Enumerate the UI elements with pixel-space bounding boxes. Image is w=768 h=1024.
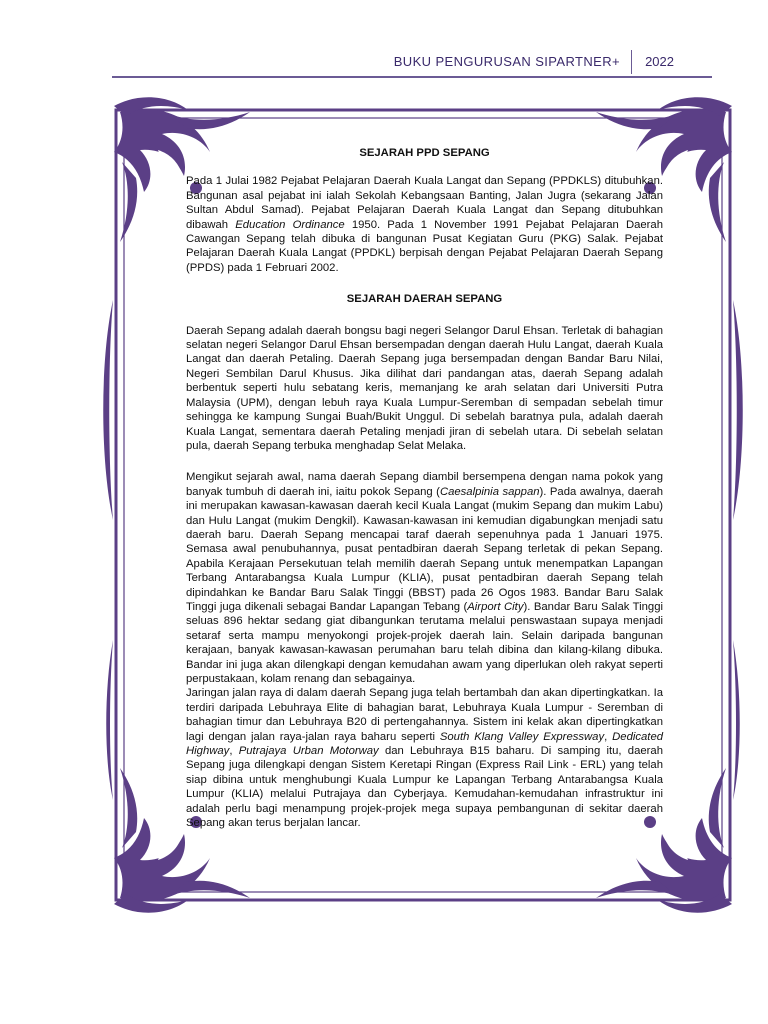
section-heading-daerah-sepang: SEJARAH DAERAH SEPANG bbox=[346, 293, 503, 306]
paragraph-ppd-history: Pada 1 Julai 1982 Pejabat Pelajaran Daerah Kuala Langat dan Sepang (PPDKLS) ditubuhkan. Bangunan asal pejabat ini ialah Sekolah Kebangsaan Banting, Jalan Jugra (sekarang Jalan Sultan Abdul Samad). Pejabat Pelajaran Daerah Kuala Langat dan Sepang ditubuhkan dibawah Education Ordinance 1950. Pada 1 November 1991 Pejabat Pelajaran Daerah Cawangan Sepang telah dibuka di bangunan Pusat Kegiatan Guru (PKG) Salak. Pejabat Pelajaran Daerah Kuala Langat (PPDKL) berpisah dengan Pejabat Pelajaran Daerah Sepang (PPDS) pada 1 Februari 2002. bbox=[186, 175, 663, 274]
paragraph-road-network: Jaringan jalan raya di dalam daerah Sepang juga telah bertambah dan akan dipertingkatkan. Ia terdiri daripada Lebuhraya Elite di bahagian barat, Lebuhraya Kuala Lumpur - Seremban di bahagian timur dan Lebuhraya B20 di pertengahannya. Sistem ini kelak akan dipertingkatkan lagi dengan jalan raya-jalan raya baharu seperti South Klang Valley Expressway, Dedicated Highway, Putrajaya Urban Motorway dan Lebuhraya B15 baharu. Di samping itu, daerah Sepang juga dilengkapi dengan Sistem Keretapi Ringan (Express Rail Link - ERL) yang telah siap dibina untuk menghubungi Kuala Lumpur ke Lapangan Terbang Antarabangsa Kuala Lumpur (KLIA) melalui Putrajaya dan Cyberjaya. Kemudahan-kemudahan infrastruktur ini adalah perlu bagi menampung projek-projek mega supaya pembangunan di sekitar daerah Sepang akan terus berjalan lancar. bbox=[186, 687, 664, 830]
page-content bbox=[186, 146, 663, 830]
header-year: 2022 bbox=[645, 54, 674, 69]
header-title: BUKU PENGURUSAN SIPARTNER+ bbox=[393, 54, 620, 69]
section-heading-ppd-sepang: SEJARAH PPD SEPANG bbox=[359, 147, 490, 159]
paragraph-early-history: Mengikut sejarah awal, nama daerah Sepang diambil bersempena dengan nama pokok yang banyak tumbuh di daerah ini, iaitu pokok Sepang (Caesalpinia sappan). Pada awalnya, daerah ini merupakan kawasan-kawasan daerah kecil Kuala Langat (mukim Sepang dan mukim Labu) dan Hulu Langat (mukim Dengkil). Kawasan-kawasan ini kemudian digabungkan menjadi satu daerah baru. Daerah Sepang mencapai taraf daerah sepenuhnya pada 1 Januari 1975. Semasa awal penubuhannya, pusat pentadbiran daerah Sepang terletak di pekan Sepang. Apabila Kerajaan Persekutuan telah memilih daerah Sepang untuk menempatkan Lapangan Terbang Antarabangsa Kuala Lumpur (KLIA), pusat pentadbiran daerah Sepang telah dipindahkan ke Bandar Baru Salak Tinggi (BBST) pada 26 Ogos 1983. Bandar Baru Salak Tinggi juga dikenali sebagai Bandar Lapangan Tebang (Airport City). Bandar Baru Salak Tinggi seluas 896 hektar sedang giat dibangunkan terutama melalui penswastaan supaya menjadi setaraf serta mampu menyokongi projek-projek daerah lain. Selain daripada bangunan kerajaan, banyak kawasan-kawasan perumahan baru telah dibina dan kilang-kilang dibuka. Bandar ini juga akan dilengkapi dengan kemudahan awam yang diperlukan oleh rakyat seperti perpustakaan, kolam renang dan sebagainya. bbox=[186, 471, 663, 685]
paragraph-location: Daerah Sepang adalah daerah bongsu bagi negeri Selangor Darul Ehsan. Terletak di bahagian selatan negeri Selangor Darul Ehsan bersempadan dengan daerah Hulu Langat, daerah Kuala Langat dan daerah Petaling. Daerah Sepang juga bersempadan dengan Bandar Baru Nilai, Negeri Sembilan Darul Khusus. Jika dilihat dari pandangan atas, daerah Sepang adalah berbentuk seperti hulu sebatang keris, memanjang ke arah selatan dari Universiti Putra Malaysia (UPM), dengan lebuh raya Kuala Lumpur-Seremban di sempadan sebelah timur sehingga ke kampung Sungai Buah/Bukit Unggul. Di sebelah baratnya pula, adalah daerah Kuala Langat, sementara daerah Petaling menjadi jiran di sebelah utara. Di sebelah selatan pula, daerah Sepang terbuka menghadap Selat Melaka. bbox=[186, 324, 663, 452]
